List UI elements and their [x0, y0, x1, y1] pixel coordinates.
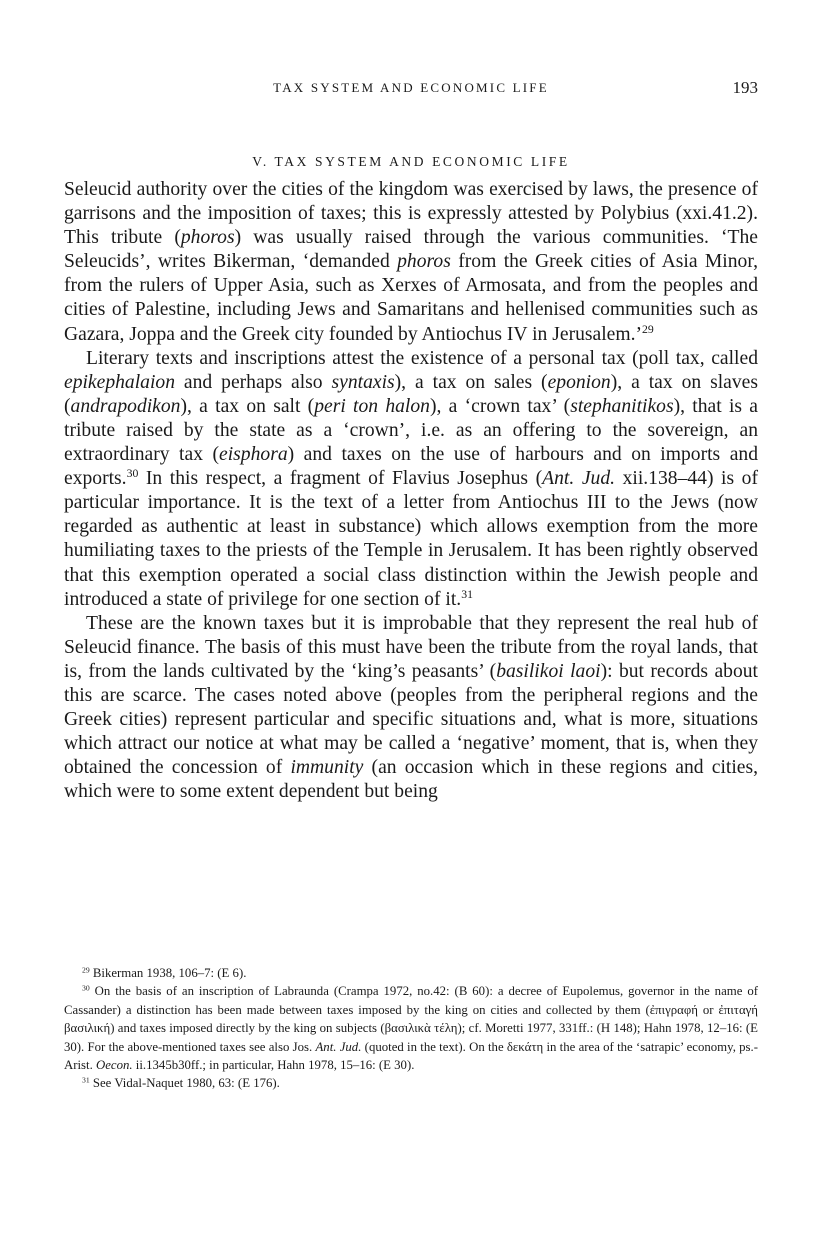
footnote-ref: 31 — [82, 1075, 90, 1085]
italic-term: Oecon. — [96, 1058, 133, 1073]
text-run: (an occasion which in these regions and cities, which were to some extent dependent but being — [64, 757, 758, 803]
text-run: Bikerman 1938, 106–7: (E 6). — [89, 966, 247, 980]
footnote-31 — [64, 1074, 758, 1092]
italic-term: peri ton halon — [314, 395, 430, 417]
footnote-ref: 31 — [461, 587, 473, 601]
italic-term: phoros — [180, 227, 235, 249]
italic-term: syntaxis — [331, 371, 395, 393]
footnote-ref: 29 — [642, 322, 654, 336]
paragraph-1 — [64, 178, 758, 347]
body-text — [64, 178, 758, 804]
italic-term: Ant. Jud. — [542, 468, 616, 490]
text-run: from the Greek cities of Asia Minor, from the rulers of Upper Asia, such as Xerxes of Armosata, and from the peoples and cities of Palestine, including Jews and Samaritans and hellenised communities such as Gazara, Joppa and the Greek city founded by Antiochus IV in Jerusalem.’ — [64, 251, 758, 345]
italic-term: basilikoi laoi — [496, 660, 601, 682]
text-run: ii.1345b30ff.; in particular, Hahn 1978, 15–16: (E 30). — [132, 1058, 415, 1073]
text-run: xii.138–44) is of particular importance. It is the text of a letter from Antiochus III to the Jews (now regarded as authentic at least in substance) which allows exemption from the more humiliating taxes to the priests of the Temple in Jerusalem. It has been rightly observed that this exemption operated a social class distinction within the Jewish people and introduced a state of privilege for one section of it. — [64, 468, 759, 610]
running-head — [64, 80, 758, 100]
page-number: 193 — [732, 78, 758, 97]
italic-term: andrapodikon — [70, 395, 181, 417]
text-run: ) was usually raised through the various communities. ‘The Seleucids’, writes Bikerman, ‘demanded — [64, 227, 758, 273]
footnote-ref: 29 — [82, 965, 90, 975]
text-run: Seleucid authority over the cities of the kingdom was exercised by laws, the presence of garrisons and the imposition of taxes; this is expressly attested by Polybius (xxi.41.2). This tribute ( — [64, 179, 758, 249]
text-run: Literary texts and inscriptions attest the existence of a personal tax (poll tax, called — [86, 347, 758, 369]
text-run: ), a tax on slaves ( — [64, 371, 758, 417]
paragraph-2 — [64, 347, 758, 612]
text-run: ), a tax on sales ( — [394, 371, 548, 393]
italic-term: stephanitikos — [570, 395, 674, 417]
italic-term: eisphora — [219, 444, 288, 466]
text-run: (quoted in the text). On the δεκάτη in the area of the ‘satrapic’ economy, ps.-Arist. — [64, 1039, 758, 1073]
footnotes — [64, 964, 758, 1093]
italic-term: immunity — [290, 757, 364, 779]
text-run: In this respect, a fragment of Flavius Josephus ( — [138, 468, 543, 490]
text-run: ), that is a tribute raised by the state as a ‘crown’, i.e. as an offering to the sovereign, an extraordinary tax ( — [64, 395, 758, 466]
text-run: These are the known taxes but it is improbable that they represent the real hub of Seleucid finance. The basis of this must have been the tribute from the royal lands, that is, from the lands cultivated by the ‘king’s peasants’ ( — [64, 612, 758, 682]
text-run: ): but records about this are scarce. The cases noted above (peoples from the peripheral regions and the Greek cities) represent particular and specific situations and, what is more, situations which attract our notice at what may be called a ‘negative’ moment, that is, when they obtained the concession of — [64, 660, 758, 779]
italic-term: epikephalaion — [64, 371, 175, 393]
paragraph-3 — [64, 612, 758, 805]
running-head-title: TAX SYSTEM AND ECONOMIC LIFE — [273, 80, 549, 95]
footnote-29 — [64, 964, 758, 982]
footnote-ref: 30 — [82, 983, 90, 993]
footnote-30 — [64, 982, 758, 1074]
italic-term: eponion — [547, 371, 611, 393]
italic-term: Ant. Jud. — [315, 1039, 362, 1054]
text-run: ), a tax on salt ( — [180, 395, 315, 417]
text-run: ) and taxes on the use of harbours and on imports and exports. — [64, 444, 758, 490]
italic-term: phoros — [397, 251, 451, 273]
text-run: and perhaps also — [175, 371, 332, 393]
section-heading: V. TAX SYSTEM AND ECONOMIC LIFE — [252, 154, 570, 169]
footnote-ref: 30 — [126, 467, 139, 481]
text-run: See Vidal-Naquet 1980, 63: (E 176). — [89, 1076, 280, 1091]
text-run: On the basis of an inscription of Labraunda (Crampa 1972, no.42: (B 60): a decree of Eupolemus, governor in the name of Cassander) a distinction has been made between taxes imposed by the king on cities and collected by them (ἐπιγραφή or ἐπιταγή βασιλική) and taxes imposed directly by the king on subjects (βασιλικὰ τέλη); cf. Moretti 1977, 331ff.: (H 148); Hahn 1978, 12–16: (E 30). For the above-mentioned taxes see also Jos. — [64, 984, 758, 1054]
text-run: ), a ‘crown tax’ ( — [429, 395, 571, 417]
